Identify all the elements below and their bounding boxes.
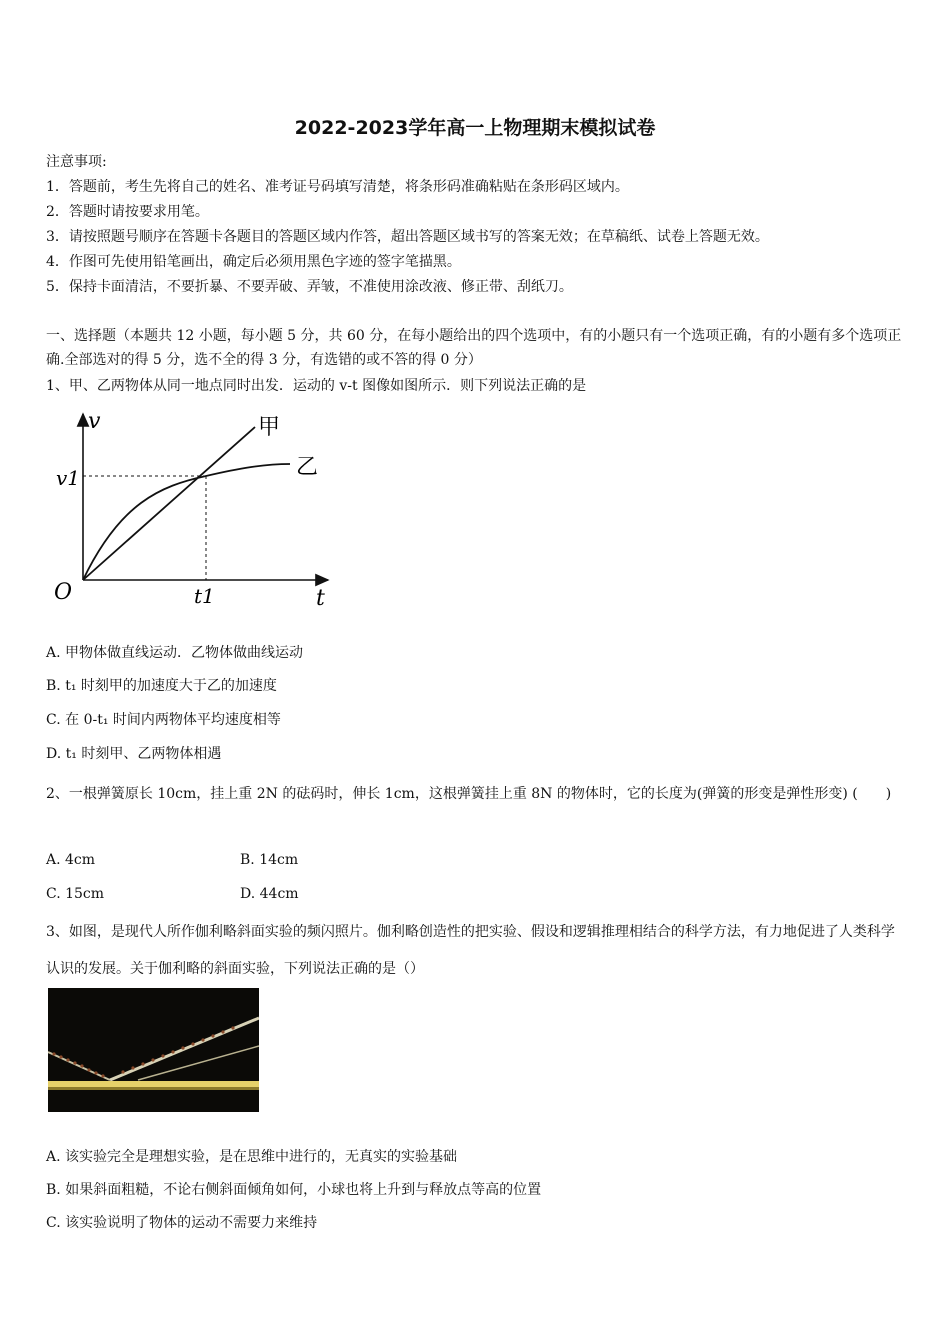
incline-photo xyxy=(48,988,259,1112)
notice-item: 3．请按照题号顺序在答题卡各题目的答题区域内作答，超出答题区域书写的答案无效；在草稿纸、试卷上答题无效。 xyxy=(46,229,769,245)
y-axis-label: v xyxy=(88,409,101,434)
question-3-stem: 3、如图，是现代人所作伽利略斜面实验的频闪照片。伽利略创造性的把实验、假设和逻辑推理相结合的科学方法，有力地促进了人类科学认识的发展。关于伽利略的斜面实验，下列说法正确的是（） xyxy=(46,924,895,977)
notice-heading: 注意事项: xyxy=(46,154,107,170)
q3-option-b: B. 如果斜面粗糙，不论右侧斜面倾角如何，小球也将上升到与释放点等高的位置 xyxy=(46,1182,542,1198)
q1-option-c: C. 在 0-t₁ 时间内两物体平均速度相等 xyxy=(46,712,281,728)
line-jia xyxy=(83,427,255,580)
q3-option-c: C. 该实验说明了物体的运动不需要力来维持 xyxy=(46,1215,318,1231)
q2-option-a: A. 4cm xyxy=(46,852,96,868)
question-2-stem: 2、一根弹簧原长 10cm，挂上重 2N 的砝码时，伸长 1cm，这根弹簧挂上重 8N 的物体时，它的长度为(弹簧的形变是弹性形变) ( ) xyxy=(46,786,892,802)
q2-option-c: C. 15cm xyxy=(46,886,105,902)
q1-option-d: D. t₁ 时刻甲、乙两物体相遇 xyxy=(46,746,222,762)
q3-option-a: A. 该实验完全是理想实验，是在思维中进行的，无真实的实验基础 xyxy=(46,1149,458,1165)
page-title: 2022-2023学年高一上物理期末模拟试卷 xyxy=(294,117,656,139)
q1-option-a: A. 甲物体做直线运动．乙物体做曲线运动 xyxy=(46,645,304,661)
q2-option-b: B. 14cm xyxy=(240,852,299,868)
notice-item: 5．保持卡面清洁，不要折暴、不要弄破、弄皱，不准使用涂改液、修正带、刮纸刀。 xyxy=(46,279,573,295)
vt-graph xyxy=(50,408,340,613)
curve-yi xyxy=(83,464,290,580)
jia-label: 甲 xyxy=(258,415,281,440)
incline-photo-drawing xyxy=(48,988,259,1112)
v1-label: v1 xyxy=(56,466,81,490)
origin-label: O xyxy=(54,580,73,605)
t1-label: t1 xyxy=(194,584,215,608)
q1-option-b: B. t₁ 时刻甲的加速度大于乙的加速度 xyxy=(46,678,277,694)
notice-item: 1．答题前，考生先将自己的姓名、准考证号码填写清楚，将条形码准确粘贴在条形码区域内。 xyxy=(46,179,629,195)
q2-option-d: D. 44cm xyxy=(240,886,299,902)
section-heading: 一、选择题（本题共 12 小题，每小题 5 分，共 60 分，在每小题给出的四个选项中，有的小题只有一个选项正确，有的小题有多个选项正确.全部选对的得 5 分，选不全的得 3 分，有选错的或不答的得 0 分） xyxy=(46,328,902,368)
question-1-stem: 1、甲、乙两物体从同一地点同时出发．运动的 v-t 图像如图所示．则下列说法正确的是 xyxy=(46,378,587,394)
notice-item: 2．答题时请按要求用笔。 xyxy=(46,204,209,220)
x-axis-label: t xyxy=(316,586,325,611)
notice-item: 4．作图可先使用铅笔画出，确定后必须用黑色字迹的签字笔描黑。 xyxy=(46,254,461,270)
yi-label: 乙 xyxy=(296,455,319,480)
